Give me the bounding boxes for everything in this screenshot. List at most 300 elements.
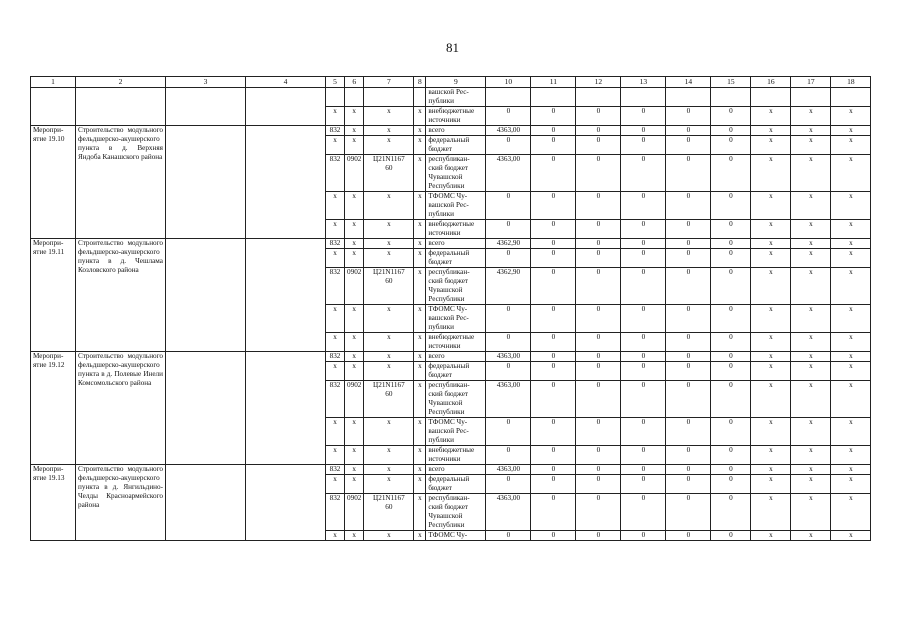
cell-c5: 832 <box>326 155 345 192</box>
column-number-12: 12 <box>576 77 621 88</box>
cell-c5 <box>326 88 345 107</box>
cell-c13 <box>621 88 666 107</box>
cell-c12: 0 <box>576 268 621 305</box>
cell-c6: x <box>345 136 364 155</box>
cell-c11: 0 <box>531 362 576 381</box>
cell-c15: 0 <box>711 126 751 136</box>
cell-c14 <box>666 88 711 107</box>
cell-c7: x <box>364 126 414 136</box>
cell-c7: Ц21N1167 60 <box>364 155 414 192</box>
cell-c13: 0 <box>621 268 666 305</box>
cell-c11: 0 <box>531 465 576 475</box>
cell-c8: x <box>414 249 426 268</box>
cell-c18: x <box>831 239 871 249</box>
budget-table <box>30 76 871 541</box>
cell-c8: x <box>414 136 426 155</box>
cell-c13: 0 <box>621 475 666 494</box>
cell-c6: x <box>345 446 364 465</box>
cell-src: федеральный бюджет <box>426 249 486 268</box>
cell-c13: 0 <box>621 446 666 465</box>
column-number-18: 18 <box>831 77 871 88</box>
cell-c10 <box>486 88 531 107</box>
cell-c10: 0 <box>486 418 531 446</box>
cell-c12: 0 <box>576 136 621 155</box>
cell-c6: x <box>345 239 364 249</box>
cell-c10: 4363,00 <box>486 155 531 192</box>
cell-c10: 0 <box>486 305 531 333</box>
column-number-1: 1 <box>31 77 76 88</box>
cell-c8: x <box>414 475 426 494</box>
cell-c5: x <box>326 475 345 494</box>
cell-c7: Ц21N1167 60 <box>364 268 414 305</box>
cell-c12: 0 <box>576 531 621 541</box>
column-number-16: 16 <box>751 77 791 88</box>
cell-c5: 832 <box>326 465 345 475</box>
cell-c17: x <box>791 446 831 465</box>
cell-c5: x <box>326 220 345 239</box>
cell-c13: 0 <box>621 381 666 418</box>
cell-c18: x <box>831 220 871 239</box>
cell-c6: 0902 <box>345 268 364 305</box>
cell-c18: x <box>831 352 871 362</box>
cell-c18: x <box>831 126 871 136</box>
carryover-cell-1 <box>31 88 76 126</box>
cell-c14: 0 <box>666 249 711 268</box>
cell-c12: 0 <box>576 352 621 362</box>
cell-c6: 0902 <box>345 381 364 418</box>
column-number-9: 9 <box>426 77 486 88</box>
cell-c14: 0 <box>666 126 711 136</box>
cell-c10: 0 <box>486 362 531 381</box>
cell-c13: 0 <box>621 239 666 249</box>
cell-c5: x <box>326 249 345 268</box>
cell-c16: x <box>751 249 791 268</box>
cell-c18: x <box>831 249 871 268</box>
cell-c13: 0 <box>621 126 666 136</box>
cell-c15: 0 <box>711 465 751 475</box>
cell-c12: 0 <box>576 220 621 239</box>
cell-c16: x <box>751 446 791 465</box>
cell-c5: x <box>326 136 345 155</box>
cell-c5: 832 <box>326 494 345 531</box>
cell-c10: 4362,90 <box>486 239 531 249</box>
cell-c7: x <box>364 465 414 475</box>
cell-c11: 0 <box>531 494 576 531</box>
cell-c16: x <box>751 268 791 305</box>
cell-c12: 0 <box>576 465 621 475</box>
cell-c12 <box>576 88 621 107</box>
cell-c15 <box>711 88 751 107</box>
cell-c16: x <box>751 305 791 333</box>
empty-cell-col4 <box>246 239 326 352</box>
cell-src: внебюджетные источники <box>426 446 486 465</box>
cell-c12: 0 <box>576 155 621 192</box>
cell-c18: x <box>831 381 871 418</box>
cell-c10: 0 <box>486 475 531 494</box>
cell-c18: x <box>831 192 871 220</box>
cell-src: республикан- ский бюджет Чувашской Республики <box>426 155 486 192</box>
cell-c11: 0 <box>531 107 576 126</box>
column-number-6: 6 <box>345 77 364 88</box>
cell-c15: 0 <box>711 155 751 192</box>
cell-c17: x <box>791 475 831 494</box>
cell-c15: 0 <box>711 268 751 305</box>
column-number-7: 7 <box>364 77 414 88</box>
measure-label: Меропри- ятие 19.10 <box>31 126 76 239</box>
cell-src: федеральный бюджет <box>426 362 486 381</box>
carryover-cell-3 <box>166 88 246 126</box>
cell-c17: x <box>791 107 831 126</box>
cell-c12: 0 <box>576 362 621 381</box>
cell-c13: 0 <box>621 352 666 362</box>
cell-c18: x <box>831 465 871 475</box>
cell-c6: x <box>345 362 364 381</box>
cell-src: всего <box>426 352 486 362</box>
cell-c8: x <box>414 362 426 381</box>
cell-c18: x <box>831 531 871 541</box>
measure-description: Строительство модульного фельдшерско-акушерского пункта в д. Полевые Инели Комсомольского района <box>76 352 166 465</box>
cell-c13: 0 <box>621 494 666 531</box>
cell-src: внебюджетные источники <box>426 220 486 239</box>
cell-src: ТФОМС Чу- <box>426 531 486 541</box>
table-row <box>31 465 871 475</box>
cell-c16: x <box>751 155 791 192</box>
cell-c11: 0 <box>531 446 576 465</box>
cell-c13: 0 <box>621 155 666 192</box>
cell-c17: x <box>791 465 831 475</box>
cell-c10: 0 <box>486 220 531 239</box>
column-number-4: 4 <box>246 77 326 88</box>
cell-c8: x <box>414 333 426 352</box>
column-number-8: 8 <box>414 77 426 88</box>
cell-c18: x <box>831 305 871 333</box>
cell-c11: 0 <box>531 249 576 268</box>
cell-c13: 0 <box>621 531 666 541</box>
cell-c8: x <box>414 531 426 541</box>
cell-c14: 0 <box>666 446 711 465</box>
cell-c10: 4363,00 <box>486 126 531 136</box>
cell-c17: x <box>791 239 831 249</box>
cell-c16 <box>751 88 791 107</box>
cell-c7: x <box>364 475 414 494</box>
cell-c5: 832 <box>326 268 345 305</box>
cell-c8: x <box>414 418 426 446</box>
cell-c8: x <box>414 352 426 362</box>
cell-c15: 0 <box>711 446 751 465</box>
cell-c13: 0 <box>621 107 666 126</box>
cell-c17: x <box>791 155 831 192</box>
cell-c5: x <box>326 531 345 541</box>
cell-c11: 0 <box>531 475 576 494</box>
cell-c5: x <box>326 446 345 465</box>
table-row <box>31 352 871 362</box>
cell-c8 <box>414 88 426 107</box>
cell-c17: x <box>791 362 831 381</box>
cell-c14: 0 <box>666 494 711 531</box>
cell-c6 <box>345 88 364 107</box>
cell-c7: Ц21N1167 60 <box>364 381 414 418</box>
cell-c13: 0 <box>621 249 666 268</box>
cell-c8: x <box>414 268 426 305</box>
cell-src: республикан- ский бюджет Чувашской Республики <box>426 494 486 531</box>
cell-c12: 0 <box>576 126 621 136</box>
cell-c11: 0 <box>531 136 576 155</box>
cell-c10: 4363,00 <box>486 381 531 418</box>
measure-description: Строительство модульного фельдшерско-акушерского пункта в д. Янгильдино-Челды Красноармейского района <box>76 465 166 541</box>
cell-c11: 0 <box>531 126 576 136</box>
column-number-14: 14 <box>666 77 711 88</box>
column-number-13: 13 <box>621 77 666 88</box>
column-number-10: 10 <box>486 77 531 88</box>
column-number-17: 17 <box>791 77 831 88</box>
cell-c10: 0 <box>486 136 531 155</box>
cell-c16: x <box>751 531 791 541</box>
cell-c18: x <box>831 136 871 155</box>
cell-c5: 832 <box>326 239 345 249</box>
table-row <box>31 88 871 107</box>
cell-c10: 0 <box>486 446 531 465</box>
cell-c18 <box>831 88 871 107</box>
cell-c11: 0 <box>531 220 576 239</box>
table-body <box>31 77 871 541</box>
cell-c6: 0902 <box>345 494 364 531</box>
cell-c5: 832 <box>326 126 345 136</box>
cell-c5: 832 <box>326 381 345 418</box>
cell-c15: 0 <box>711 362 751 381</box>
empty-cell-col3 <box>166 352 246 465</box>
cell-c7: x <box>364 333 414 352</box>
cell-c14: 0 <box>666 531 711 541</box>
cell-c18: x <box>831 268 871 305</box>
cell-c7: x <box>364 305 414 333</box>
cell-c18: x <box>831 362 871 381</box>
cell-c7 <box>364 88 414 107</box>
cell-c8: x <box>414 126 426 136</box>
cell-c14: 0 <box>666 305 711 333</box>
cell-c10: 4363,00 <box>486 465 531 475</box>
column-number-row <box>31 77 871 88</box>
cell-c15: 0 <box>711 220 751 239</box>
cell-c17: x <box>791 305 831 333</box>
cell-c18: x <box>831 475 871 494</box>
cell-c15: 0 <box>711 381 751 418</box>
cell-c14: 0 <box>666 136 711 155</box>
cell-c14: 0 <box>666 268 711 305</box>
cell-c8: x <box>414 494 426 531</box>
cell-c8: x <box>414 446 426 465</box>
measure-description: Строительство модульного фельдшерско-акушерского пункта в д. Чешлама Козловского района <box>76 239 166 352</box>
cell-c15: 0 <box>711 531 751 541</box>
cell-c11: 0 <box>531 418 576 446</box>
cell-c16: x <box>751 362 791 381</box>
cell-c16: x <box>751 107 791 126</box>
cell-c11: 0 <box>531 155 576 192</box>
page-number: 81 <box>446 40 459 55</box>
cell-c8: x <box>414 192 426 220</box>
column-number-3: 3 <box>166 77 246 88</box>
cell-c11 <box>531 88 576 107</box>
cell-c7: x <box>364 192 414 220</box>
cell-c10: 0 <box>486 107 531 126</box>
cell-c15: 0 <box>711 107 751 126</box>
cell-c14: 0 <box>666 418 711 446</box>
cell-c12: 0 <box>576 305 621 333</box>
cell-c16: x <box>751 192 791 220</box>
cell-c13: 0 <box>621 220 666 239</box>
cell-src: республикан- ский бюджет Чувашской Республики <box>426 381 486 418</box>
cell-c6: x <box>345 220 364 239</box>
cell-c18: x <box>831 155 871 192</box>
empty-cell-col4 <box>246 126 326 239</box>
carryover-cell-2 <box>76 88 166 126</box>
cell-src: республикан- ский бюджет Чувашской Республики <box>426 268 486 305</box>
cell-c6: x <box>345 475 364 494</box>
cell-src: внебюджетные источники <box>426 333 486 352</box>
cell-c6: x <box>345 192 364 220</box>
cell-c10: 4363,00 <box>486 494 531 531</box>
cell-c8: x <box>414 155 426 192</box>
cell-c17: x <box>791 352 831 362</box>
empty-cell-col4 <box>246 352 326 465</box>
cell-c7: x <box>364 220 414 239</box>
cell-c12: 0 <box>576 494 621 531</box>
cell-c7: x <box>364 352 414 362</box>
cell-c12: 0 <box>576 333 621 352</box>
cell-src: вашской Рес- публики <box>426 88 486 107</box>
cell-c16: x <box>751 126 791 136</box>
cell-c11: 0 <box>531 531 576 541</box>
cell-c5: x <box>326 305 345 333</box>
cell-src: ТФОМС Чу- вашской Рес- публики <box>426 192 486 220</box>
cell-c15: 0 <box>711 333 751 352</box>
cell-c6: 0902 <box>345 155 364 192</box>
column-number-11: 11 <box>531 77 576 88</box>
cell-c7: x <box>364 107 414 126</box>
cell-c7: x <box>364 446 414 465</box>
measure-label: Меропри- ятие 19.12 <box>31 352 76 465</box>
cell-c13: 0 <box>621 418 666 446</box>
cell-c14: 0 <box>666 333 711 352</box>
cell-c11: 0 <box>531 239 576 249</box>
cell-c10: 0 <box>486 192 531 220</box>
cell-c6: x <box>345 107 364 126</box>
cell-c10: 0 <box>486 531 531 541</box>
cell-c17: x <box>791 494 831 531</box>
cell-c7: x <box>364 362 414 381</box>
cell-c13: 0 <box>621 333 666 352</box>
measure-description: Строительство модульного фельдшерско-акушерского пункта в д. Верхняя Яндоба Канашского района <box>76 126 166 239</box>
cell-c6: x <box>345 352 364 362</box>
column-number-5: 5 <box>326 77 345 88</box>
cell-c17: x <box>791 268 831 305</box>
cell-c5: 832 <box>326 352 345 362</box>
cell-c18: x <box>831 494 871 531</box>
cell-c10: 0 <box>486 333 531 352</box>
cell-c8: x <box>414 107 426 126</box>
cell-c7: x <box>364 418 414 446</box>
column-number-2: 2 <box>76 77 166 88</box>
cell-c17: x <box>791 136 831 155</box>
cell-c16: x <box>751 494 791 531</box>
cell-c14: 0 <box>666 107 711 126</box>
cell-c11: 0 <box>531 268 576 305</box>
cell-c18: x <box>831 446 871 465</box>
cell-src: всего <box>426 239 486 249</box>
empty-cell-col3 <box>166 239 246 352</box>
cell-c8: x <box>414 305 426 333</box>
cell-c14: 0 <box>666 362 711 381</box>
cell-c12: 0 <box>576 192 621 220</box>
cell-c15: 0 <box>711 192 751 220</box>
cell-c12: 0 <box>576 418 621 446</box>
cell-c13: 0 <box>621 362 666 381</box>
cell-c8: x <box>414 381 426 418</box>
cell-c14: 0 <box>666 155 711 192</box>
cell-c8: x <box>414 220 426 239</box>
cell-c13: 0 <box>621 192 666 220</box>
measure-label: Меропри- ятие 19.13 <box>31 465 76 541</box>
cell-c6: x <box>345 531 364 541</box>
cell-src: всего <box>426 126 486 136</box>
cell-src: федеральный бюджет <box>426 475 486 494</box>
cell-c7: Ц21N1167 60 <box>364 494 414 531</box>
cell-c11: 0 <box>531 333 576 352</box>
cell-c6: x <box>345 418 364 446</box>
cell-c16: x <box>751 465 791 475</box>
cell-c13: 0 <box>621 305 666 333</box>
cell-c8: x <box>414 465 426 475</box>
empty-cell-col4 <box>246 465 326 541</box>
empty-cell-col3 <box>166 126 246 239</box>
cell-c11: 0 <box>531 381 576 418</box>
cell-c12: 0 <box>576 381 621 418</box>
cell-c13: 0 <box>621 136 666 155</box>
cell-c16: x <box>751 418 791 446</box>
cell-src: внебюджетные источники <box>426 107 486 126</box>
cell-c17: x <box>791 220 831 239</box>
cell-c17: x <box>791 418 831 446</box>
cell-c16: x <box>751 136 791 155</box>
cell-c12: 0 <box>576 239 621 249</box>
empty-cell-col3 <box>166 465 246 541</box>
cell-c5: x <box>326 362 345 381</box>
cell-c17: x <box>791 249 831 268</box>
cell-c18: x <box>831 418 871 446</box>
cell-c14: 0 <box>666 192 711 220</box>
cell-c11: 0 <box>531 305 576 333</box>
cell-c5: x <box>326 418 345 446</box>
cell-c15: 0 <box>711 494 751 531</box>
cell-c16: x <box>751 352 791 362</box>
cell-c5: x <box>326 107 345 126</box>
cell-c15: 0 <box>711 239 751 249</box>
cell-c17: x <box>791 126 831 136</box>
cell-c18: x <box>831 333 871 352</box>
cell-c18: x <box>831 107 871 126</box>
cell-c5: x <box>326 192 345 220</box>
measure-label: Меропри- ятие 19.11 <box>31 239 76 352</box>
cell-c8: x <box>414 239 426 249</box>
cell-c6: x <box>345 333 364 352</box>
cell-c17: x <box>791 381 831 418</box>
cell-c17: x <box>791 192 831 220</box>
cell-c15: 0 <box>711 352 751 362</box>
cell-c7: x <box>364 239 414 249</box>
cell-c11: 0 <box>531 352 576 362</box>
cell-c7: x <box>364 249 414 268</box>
cell-c12: 0 <box>576 249 621 268</box>
cell-c13: 0 <box>621 465 666 475</box>
